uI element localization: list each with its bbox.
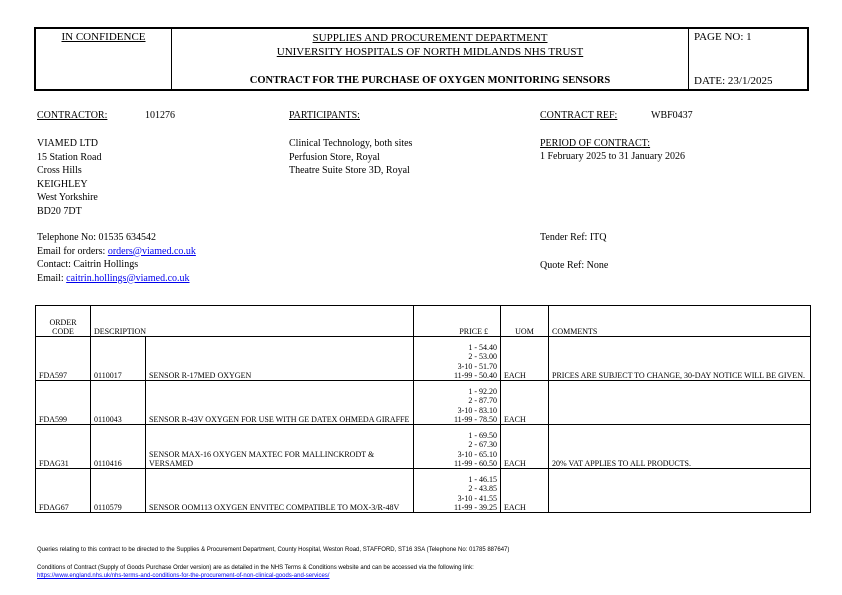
uom: EACH (501, 381, 549, 425)
header-order-code: ORDER CODE (36, 306, 91, 337)
price-line: 2 - 53.00 (468, 352, 497, 362)
quote-ref: Quote Ref: None (540, 260, 609, 271)
trust-name: UNIVERSITY HOSPITALS OF NORTH MIDLANDS NHS TRUST (276, 46, 584, 58)
products-table (35, 305, 811, 513)
price-line: 11-99 - 39.25 (453, 502, 497, 512)
participants-label: PARTICIPANTS: (289, 110, 360, 121)
address-line: BD20 7DT (37, 205, 82, 217)
table-row (36, 425, 811, 469)
telephone: Telephone No: 01535 634542 (37, 232, 157, 243)
orders-email-label: Email for orders: (37, 245, 108, 257)
supplier-ref: 0110416 (91, 425, 146, 469)
contractor-label: CONTRACTOR: (37, 110, 108, 121)
price-line: 1 - 92.20 (468, 387, 497, 397)
classification-label: IN CONFIDENCE (61, 31, 146, 43)
table-row (36, 469, 811, 513)
orders-email-line (37, 245, 196, 259)
uom: EACH (501, 425, 549, 469)
price-breaks (414, 469, 501, 513)
description: SENSOR MAX-16 OXYGEN MAXTEC FOR MALLINCKRODT & VERSAMED (146, 425, 414, 469)
department-name: SUPPLIES AND PROCUREMENT DEPARTMENT (312, 32, 548, 44)
contact-email-link[interactable]: caitrin.hollings@viamed.co.uk (66, 272, 190, 284)
contractor-number: 101276 (145, 110, 175, 121)
order-code: FDA597 (36, 337, 91, 381)
department-heading (172, 31, 688, 59)
description: SENSOR R-17MED OXYGEN (146, 337, 414, 381)
order-code: FDA599 (36, 381, 91, 425)
price-line: 3-10 - 83.10 (457, 405, 497, 415)
period-value: 1 February 2025 to 31 January 2026 (540, 151, 685, 162)
tender-ref: Tender Ref: ITQ (540, 232, 607, 243)
uom: EACH (501, 469, 549, 513)
supplier-ref: 0110579 (91, 469, 146, 513)
orders-email-link[interactable]: orders@viamed.co.uk (107, 245, 196, 257)
table-row (36, 337, 811, 381)
address-line: 15 Station Road (37, 151, 102, 163)
contractor-contacts (37, 231, 196, 285)
contract-title: CONTRACT FOR THE PURCHASE OF OXYGEN MONITORING SENSORS (249, 75, 611, 86)
comment: 20% VAT APPLIES TO ALL PRODUCTS. (549, 425, 811, 469)
price-line: 11-99 - 50.40 (453, 370, 497, 380)
description: SENSOR R-43V OXYGEN FOR USE WITH GE DATEX OHMEDA GIRAFFE (146, 381, 414, 425)
address-line: KEIGHLEY (37, 178, 88, 190)
price-breaks (414, 337, 501, 381)
price-breaks (414, 425, 501, 469)
price-line: 1 - 46.15 (468, 475, 497, 485)
participants-list (289, 137, 412, 178)
price-line: 1 - 69.50 (468, 431, 497, 441)
queries-note: Queries relating to this contract to be directed to the Supplies & Procurement Department, County Hospital, Weston Road, STAFFORD, ST16 3SA (Telephone No: 01785 887647) (37, 547, 510, 553)
period-label: PERIOD OF CONTRACT: (540, 138, 651, 149)
contact-name: Contact: Caitrin Hollings (37, 259, 139, 270)
description: SENSOR OOM113 OXYGEN ENVITEC COMPATIBLE TO MOX-3/R-48V (146, 469, 414, 513)
contractor-address (37, 137, 101, 218)
header-price: PRICE £ (414, 306, 501, 337)
comment: PRICES ARE SUBJECT TO CHANGE, 30-DAY NOTICE WILL BE GIVEN. (549, 337, 811, 381)
page-number: PAGE NO: 1 (694, 31, 752, 43)
participant-item: Theatre Suite Store 3D, Royal (289, 165, 410, 176)
address-line: Cross Hills (37, 165, 82, 176)
comment (549, 469, 811, 513)
price-line: 11-99 - 78.50 (453, 414, 497, 424)
header-comments: COMMENTS (549, 306, 811, 337)
participant-item: Clinical Technology, both sites (289, 138, 413, 149)
participant-item: Perfusion Store, Royal (289, 151, 380, 163)
supplier-ref: 0110017 (91, 337, 146, 381)
price-line: 3-10 - 41.55 (457, 493, 497, 503)
supplier-ref: 0110043 (91, 381, 146, 425)
contract-ref-label: CONTRACT REF: (540, 110, 618, 121)
header-box (34, 27, 809, 91)
document-date: DATE: 23/1/2025 (694, 75, 773, 87)
price-line: 3-10 - 65.10 (457, 449, 497, 459)
price-line: 2 - 43.85 (468, 484, 497, 494)
conditions-text: Conditions of Contract (Supply of Goods Purchase Order version) are as detailed in the NHS Terms & Conditions website and can be accessed via the following link: (37, 565, 474, 571)
order-code: FDAG67 (36, 469, 91, 513)
contract-ref-value: WBF0437 (651, 110, 693, 121)
contact-email-label: Email: (37, 272, 67, 284)
header-description: DESCRIPTION (91, 306, 414, 337)
price-breaks (414, 381, 501, 425)
header-uom: UOM (501, 306, 549, 337)
price-line: 2 - 67.30 (468, 440, 497, 450)
price-line: 1 - 54.40 (468, 343, 497, 353)
uom: EACH (501, 337, 549, 381)
table-row (36, 381, 811, 425)
conditions-link[interactable]: https://www.england.nhs.uk/nhs-terms-and-conditions-for-the-procurement-of-non-clinical-goods-and-services/ (37, 573, 330, 579)
price-line: 11-99 - 60.50 (453, 458, 497, 468)
price-line: 3-10 - 51.70 (457, 361, 497, 371)
table-header-row (36, 306, 811, 337)
comment (549, 381, 811, 425)
contact-email-line (37, 272, 196, 286)
order-code: FDAG31 (36, 425, 91, 469)
address-line: West Yorkshire (37, 192, 98, 203)
address-line: VIAMED LTD (37, 138, 99, 149)
price-line: 2 - 87.70 (468, 396, 497, 406)
conditions-note (37, 564, 817, 580)
